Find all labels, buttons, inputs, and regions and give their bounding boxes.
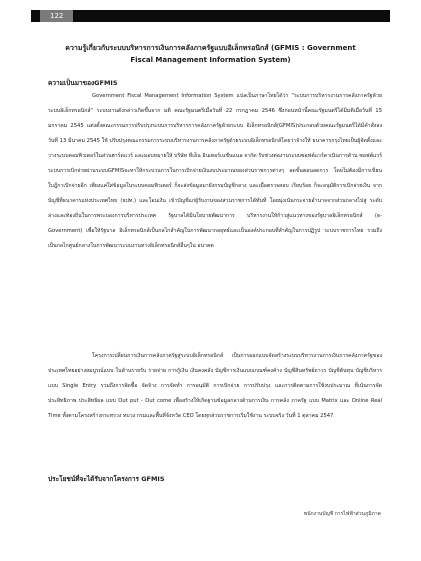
header-bar xyxy=(31,10,390,22)
body-paragraph-2: โครงการเปลี่ยนการเงินการคลังภาครัฐสู่ระบบอิเล็กทรอนิกส์ เป็นการออกแบบจัดสร้างระบบบริหารงานการเงินการคลังภาครัฐของประเทศไทยอย่างสมบูรณ์แบบ ในด้านรายรับ รายจ่าย การกู้เงิน เงินคงคลัง บัญชีการเงินแบบเกณฑ์คงค้าง บัญชีสินทรัพย์ถาวร บัญชีต้นทุน บัญชีบริหาร แบบ Single Entry รวมถึงการจัดซื้อ จัดจ้าง การจัดทำ การอนุมัติ การเบิกจ่าย การปรับปรุง และการติดตามการใช้งบประมาณ ที่เน้นการจัดประสิทธิภาพ ประสิทธิผล แบบ Out put - Out come เพื่อสร้างให้เกิดฐานข้อมูลกลางด้านการเงิน การคลัง ภาครัฐ แบบ Matrix และ Online Real Time ทั้งตามโครงสร้างกระทรวง ทบวง กรมและพื้นที่จังหวัด CEO โดยทุกส่วนราชการเริ่มใช้งาน ระบบจริง วันที่ 1 ตุลาคม 2547 xyxy=(48,353,382,419)
footer-text: พนักงานบัญชี การไฟฟ้าส่วนภูมิภาค xyxy=(303,511,381,517)
page-title-line2: Fiscal Management Information System) xyxy=(130,56,291,64)
section-heading-benefits: ประโยชน์ที่จะได้รับจากโครงการ GFMIS xyxy=(48,475,165,483)
page-title xyxy=(44,42,377,66)
body-paragraph-1: Government Fiscal Management Information System แปลเป็นภาษาไทยได้ว่า “ระบบการบริหารงานการคลังภาครัฐด้วยระบบอิเล็กทรอนิกส์” ระบบงานดังกล่าวเกิดขึ้นจาก มติ คณะรัฐมนตรีเมื่อวันที่ 22 กรกฎาคม 2546 ซึ่งก่อนหน้านี้คณะรัฐมนตรีได้มีมติเมื่อวันที่ 15 มกราคม 2545 แต่งตั้งคณะกรรมการปรับปรุงระบบการบริหารการคลังภาครัฐด้วยระบบ อิเล็กทรอนิกส์(GFMIS)ประกอบด้วยคณะรัฐมนตรีได้มีคำสั่งลงวันที่ 13 มีนาคม 2545 ให้ ปรับปรุงคณะกรรมการระบบบริหารงานการคลังภาครัฐด้วยระบบอิเล็กทรอนิกส์โดยว่าจ้างให้ ธนาคารกรุงไทยเป็นผู้จัดตั้งและวางระบบคอมพิวเตอร์ในส่วนฮาร์ดแวร์ และมอบหมายให้ บริษัท ทีเอ็น อินเตอร์เนชั่นแนล จากัด รับช่วงต่องานระบบซอฟต์แวร์ดาเนินการด้าน ซอฟต์แวร์ ระบบการเบิกจ่ายผ่านระบบGFMISจะทาให้กระบวนการในการเบิกจ่ายเงินงบประมาณของส่วนราชการต่างๆ ลดขั้นตอนลดการ โดยไม่ต้องมีการเขียนใบฎีกาเบิกจ่ายอีก เพียงแค่ใส่ข้อมูลในระบบคอมพิวเตอร์ ก็จะส่งข้อมูลมายังกรมบัญชีกลาง และเมื่อตรวจสอบ เรียบร้อย ก็จะอนุมัติการเบิกจ่ายเงิน จากบัญชีที่ธนาคารแห่งประเทศไทย (ธปท.) และโอนเงิน เข้าบัญชีแก่ผู้รับงานของส่วนราชการได้ทันที โดยมุ่งเน้นกระจายอำนาจจากส่วนกลางไปสู่ ระดับล่างและท้องถิ่นในการพระบองการบริหารประเทศ รัฐบาลได้มีนโยบายพัฒนาการ บริหารงานให้ก้าวสู่แนวทางของรัฐบาลอิเล็กทรอนิกส์ (e-Government) เพื่อให้รัฐบาล อิเล็กทรอนิกส์เป็นกลไกสำคัญในการพัฒนากลยุทธ์และเป็นองค์ประกอบที่สำคัญในการปฏิรูป ระบบราชการไทย รวมถึงเป็นกลไกศูนย์กลางในการพัฒนาระบบงานทางอิเล็กทรอนิกส์อื่นๆใน อนาคต xyxy=(48,93,382,249)
section-heading-origin: ความเป็นมาของGFMIS xyxy=(48,79,118,87)
page-title-line1: ความรู้เกี่ยวกับระบบบริหารการเงินการคลังภาครัฐแบบอิเล็กทรอนิกส์ (GFMIS : Government xyxy=(65,44,356,52)
page-number: 122 xyxy=(40,10,73,22)
